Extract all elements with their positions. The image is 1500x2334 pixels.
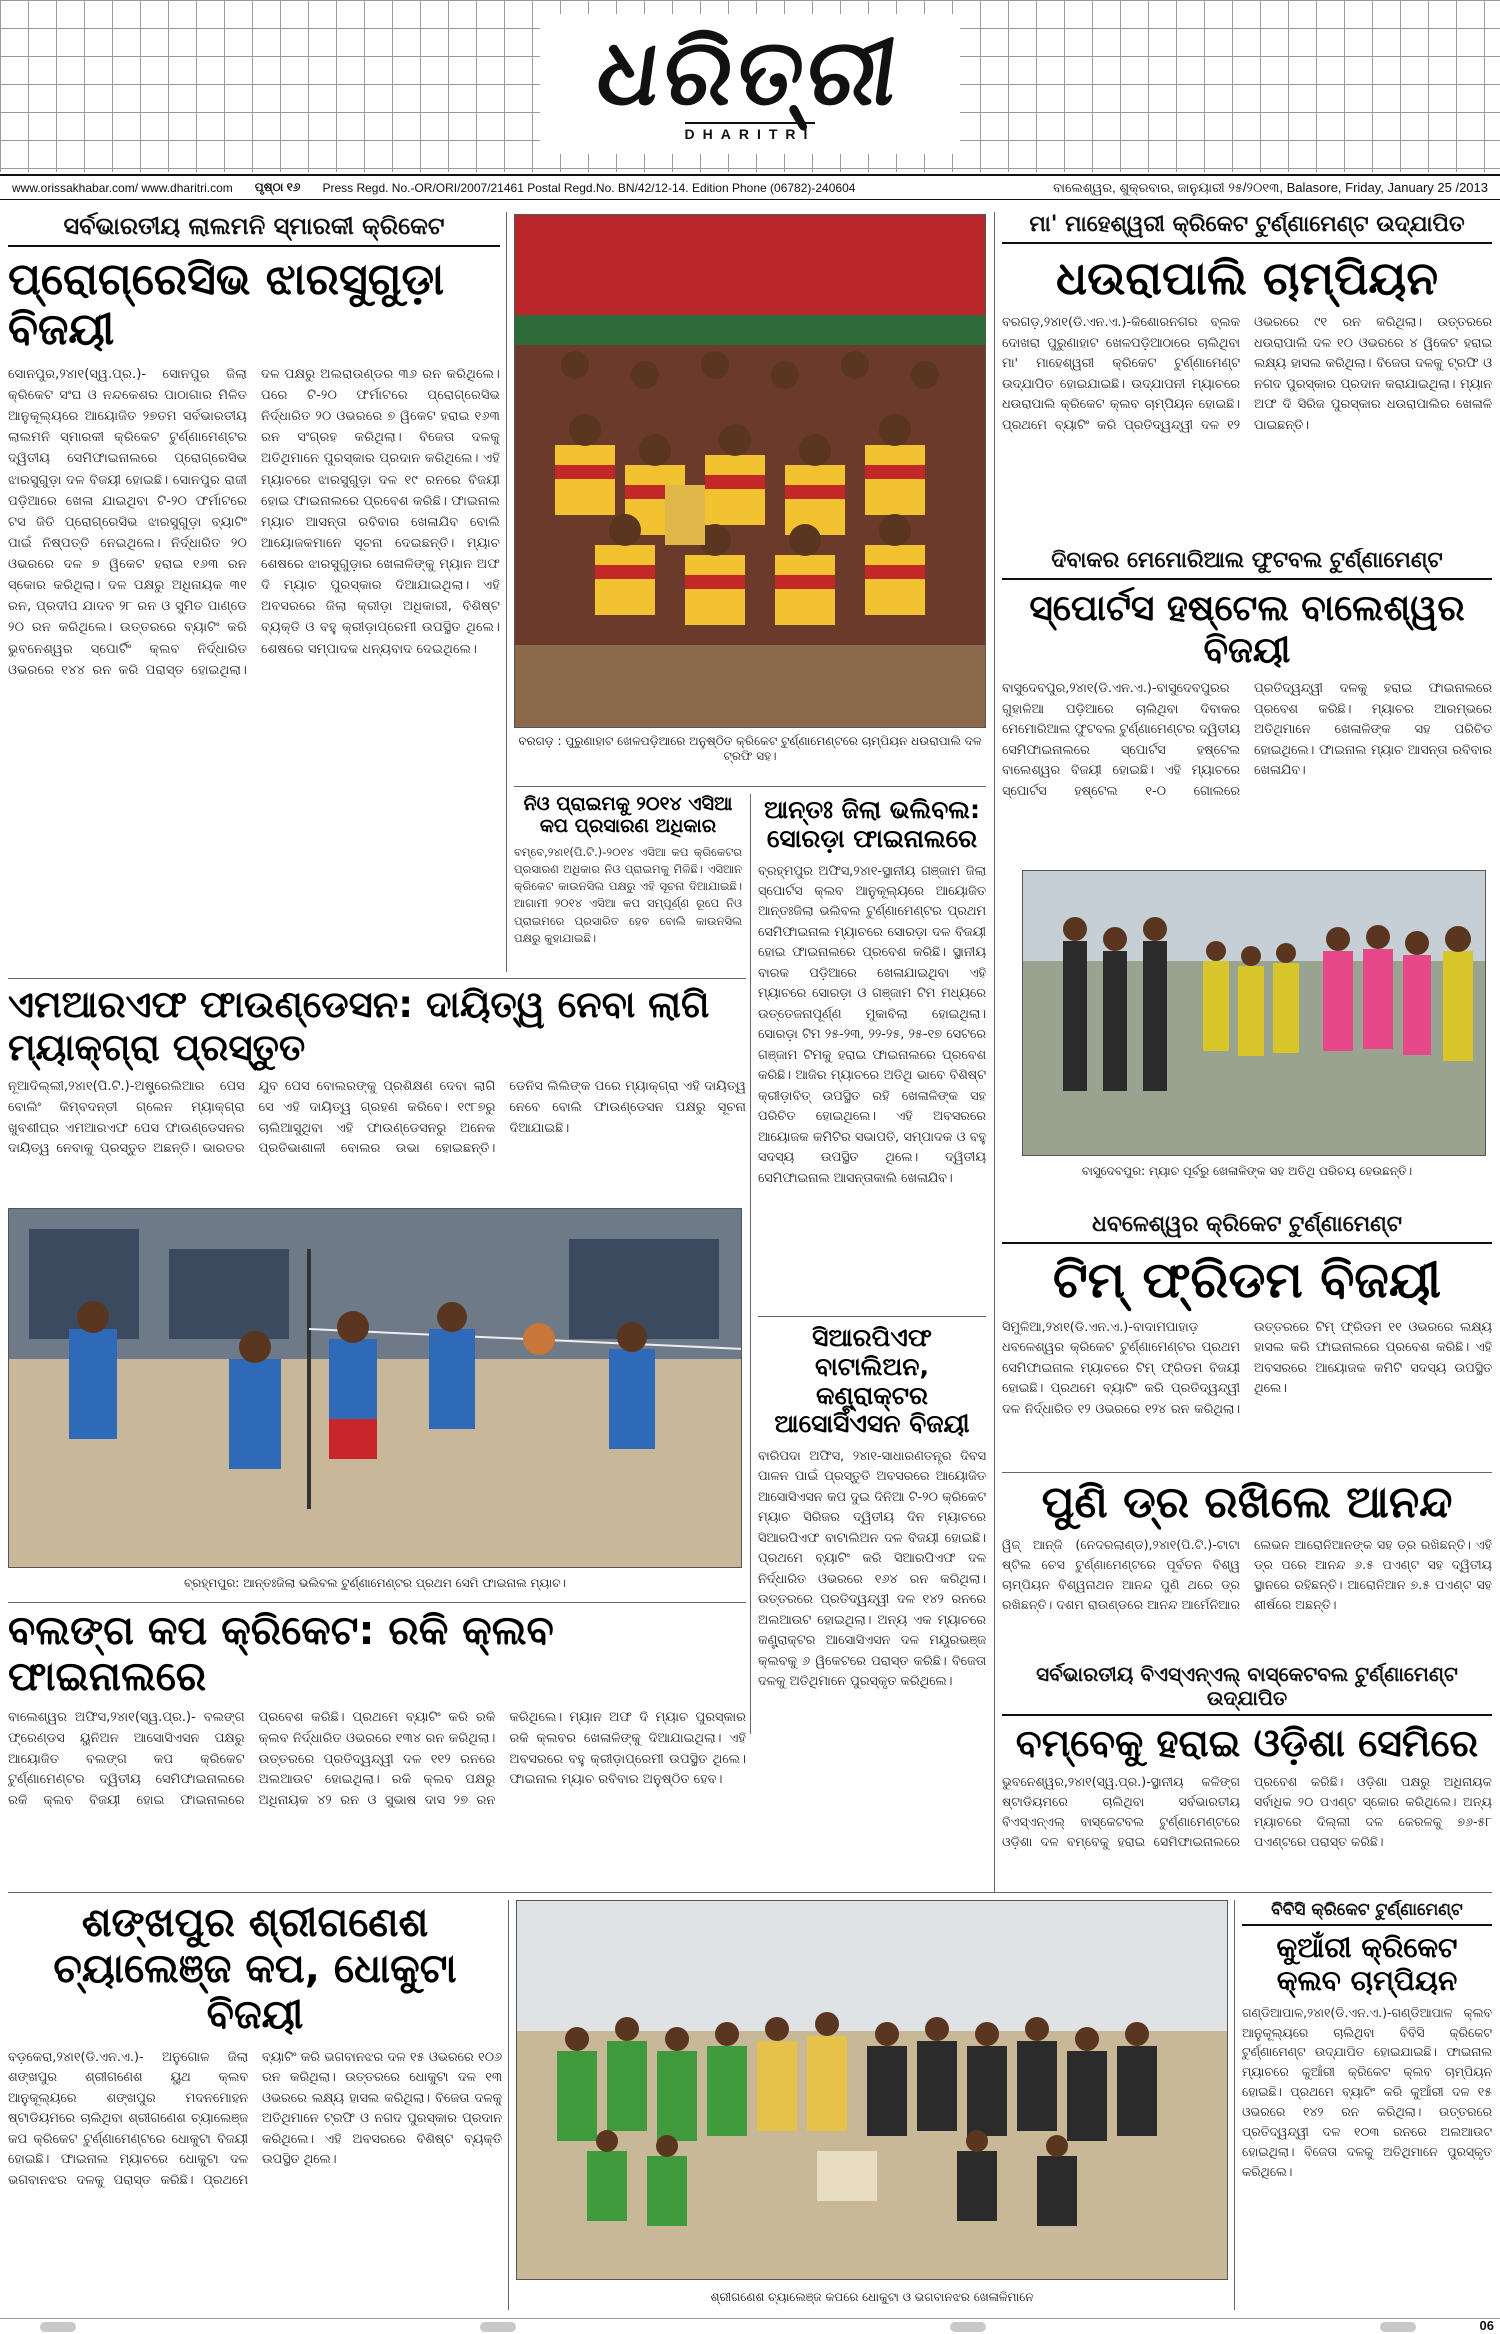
article-anand [1002,1478,1492,1656]
photo-caption: ବରଗଡ଼ : ପୁରୁଣାହାଟ ଖେଳପଡ଼ିଆରେ ଅନୁଷ୍ଠିତ କ୍ରିକେଟ ଟୁର୍ଣ୍ଣାମେଣ୍ଟରେ ଚାମ୍ପିୟନ ଧଉରାପାଲି ଦଳ ଟ୍ରଫି ସହ। [518,734,982,763]
logo-text: ଧରିତ୍ରୀ [590,18,910,126]
football-illustration [1023,871,1486,1156]
column-rule [508,1900,509,2310]
photo-volleyball [8,1208,742,1568]
volleyball-illustration [9,1209,742,1568]
article-body: ସୋନପୁର,୨୪ା୧(ସ୍ୱ.ପ୍ର.)- ସୋନପୁର ଜିଲା କ୍ରିକେଟ ସଂଘ ଓ ନନ୍ଦକେଶର ପାଠାଗାର ମିଳିତ ଆନୁକୂଲ୍ୟରେ ଆୟୋଜିତ ୨୭ତମ ସର୍ବଭାରତୀୟ ଲାଲମନି ସ୍ମାରକୀ କ୍ରିକେଟ ଟୁର୍ଣ୍ଣାମେଣ୍ଟର ଦ୍ୱିତୀୟ ସେମିଫାଇନାଲରେ ପ୍ରୋଗ୍ରେସିଭ ଝାରସୁଗୁଡ଼ା ଦଳ ବିଜୟୀ ହୋଇଛି। ସୋନପୁର ରାଜୀ ପଡ଼ିଆରେ ଖେଳା ଯାଇଥିବା ଟି-୨୦ ଫର୍ମାଟରେ ଟସ ଜିତି ପ୍ରୋଗ୍ରେସିଭ ଝାରସୁଗୁଡ଼ା ବ୍ୟାଟିଂ ପାଇଁ ନିଷ୍ପତ୍ତି ନେଇଥିଲେ। ନିର୍ଦ୍ଧାରିତ ୨୦ ଓଭରରେ ଦଳ ୭ ୱିକେଟ ହରାଇ ୧୬୩ ରନ ସ୍କୋର କରିଥିଲା। ଦଳ ପକ୍ଷରୁ ଅଧିନାୟକ ୩୧ ରନ, ପ୍ରଦୀପ ଯାଦବ ୨୮ ରନ ଓ ସୁମିତ ପାଣ୍ଡେ ୨୦ ରନ କରିଥିଲେ। ଉତ୍ତରରେ ବ୍ୟାଟିଂ କରି ଭୁବନେଶ୍ୱର ସ୍ପୋର୍ଟିଂ କ୍ଲବ ନିର୍ଦ୍ଧାରିତ ଓଭରରେ ୧୪୪ ରନ କରି ପରାସ୍ତ ହୋଇଥିଲା। ଦଳ ପକ୍ଷରୁ ଅଲରାଉଣ୍ଡର ୩୬ ରନ କରିଥିଲେ। ପରେ ଟି-୨୦ ଫର୍ମାଟରେ ପ୍ରୋଗ୍ରେସିଭ ନିର୍ଦ୍ଧାରିତ ୨୦ ଓଭରରେ ୭ ୱିକେଟ ହରାଇ ୧୬୩ ରନ ସଂଗ୍ରହ କରିଥିଲା। ବିଜେତା ଦଳକୁ ଅତିଥିମାନେ ପୁରସ୍କାର ପ୍ରଦାନ କରିଥିଲେ। ଏହି ମ୍ୟାଚରେ ଝାରସୁଗୁଡ଼ା ଦଳ ୧୯ ରନରେ ବିଜୟୀ ହୋଇ ଫାଇନାଲରେ ପ୍ରବେଶ କରିଛି। ଫାଇନାଲ ମ୍ୟାଚ ଆସନ୍ତା ରବିବାର ଖେଳାଯିବ ବୋଲି ଆୟୋଜକମାନେ ସୂଚନା ଦେଇଛନ୍ତି। ମ୍ୟାଚ ଶେଷରେ ଝାରସୁଗୁଡ଼ାର ଖେଳାଳିଙ୍କୁ ମ୍ୟାନ ଅଫ ଦି ମ୍ୟାଚ ପୁରସ୍କାର ଦିଆଯାଇଥିଲା। ଏହି ଅବସରରେ ଜିଲା କ୍ରୀଡ଼ା ଅଧିକାରୀ, ବିଶିଷ୍ଟ ବ୍ୟକ୍ତି ଓ ବହୁ କ୍ରୀଡ଼ାପ୍ରେମୀ ଉପସ୍ଥିତ ଥିଲେ। ଶେଷରେ ସମ୍ପାଦକ ଧନ୍ୟବାଦ ଦେଇଥିଲେ। [8,366,500,678]
masthead [0,0,1500,172]
article-body: ଗଣ୍ଡିଆପାଳ,୨୪ା୧(ଡି.ଏନ.ଏ.)-ଗଣ୍ଡିଆପାଳ କ୍ଲବ ଆନୁକୂଲ୍ୟରେ ଚାଲିଥିବା ବିବିସି କ୍ରିକେଟ ଟୁର୍ଣ୍ଣାମେଣ୍ଟ ଉଦ୍‌ଯାପିତ ହୋଇଯାଇଛି। ଫାଇନାଲ ମ୍ୟାଚରେ କୁଆଁରୀ କ୍ରିକେଟ କ୍ଲବ ଚାମ୍ପିୟନ ହୋଇଛି। ପ୍ରଥମେ ବ୍ୟାଟିଂ କରି କୁଆଁରୀ ଦଳ ୧୫ ଓଭରରେ ୧୪୨ ରନ କରିଥିଲା। ଉତ୍ତରରେ ପ୍ରତିଦ୍ୱନ୍ଦ୍ୱୀ ଦଳ ୧୦୩ ରନରେ ଅଲଆଉଟ ହୋଇଥିଲା। ବିଜେତା ଦଳକୁ ଅତିଥିମାନେ ପୁରସ୍କୃତ କରିଥିଲେ। [1242,2004,1492,2179]
headline: ଧଉରାପାଲି ଚାମ୍ପିୟନ [1055,251,1439,306]
article-body: ବାରିପଦା ଅଫିସ, ୨୪ା୧-ସାଧାରଣତନ୍ତ୍ର ଦିବସ ପାଳନ ପାଇଁ ପ୍ରସ୍ତୁତି ଅବସରରେ ଆୟୋଜିତ ଆସୋସିଏସନ କପ ଦୁଇ ଦିନିଆ ଟି-୨୦ କ୍ରିକେଟ ମ୍ୟାଚ ସିରିଜର ଦ୍ୱିତୀୟ ଦିନ ମ୍ୟାଚରେ ସିଆରପିଏଫ ବାଟାଲିଅନ ଦଳ ବିଜୟୀ ହୋଇଛି। ପ୍ରଥମେ ବ୍ୟାଟିଂ କରି ସିଆରପିଏଫ ଦଳ ନିର୍ଦ୍ଧାରିତ ଓଭରରେ ୧୬୪ ରନ କରିଥିଲା। ଉତ୍ତରରେ ପ୍ରତିଦ୍ୱନ୍ଦ୍ୱୀ ଦଳ ୧୪୨ ରନରେ ଅଲଆଉଟ ହୋଇଥିଲା। ଅନ୍ୟ ଏକ ମ୍ୟାଚରେ କଣ୍ଟ୍ରାକ୍ଟର ଆସୋସିଏସନ ଦଳ ମୟୂରଭଞ୍ଜ କ୍ଲବକୁ ୬ ୱିକେଟରେ ପରାସ୍ତ କରିଛି। ବିଜେତା ଦଳକୁ ଅତିଥିମାନେ ପୁରସ୍କୃତ କରିଥିଲେ। [758,1449,986,1690]
website-links[interactable]: www.orissakhabar.com/ www.dharitri.com [12,180,233,195]
article-body: ବ୍ରହ୍ମପୁର ଅଫିସ,୨୪ା୧-ସ୍ଥାନୀୟ ଗଞ୍ଜାମ ଜିଲା ସ୍ପୋର୍ଟସ କ୍ଲବ ଆନୁକୂଲ୍ୟରେ ଆୟୋଜିତ ଆନ୍ତଃଜିଲା ଭଲିବଲ ଟୁର୍ଣ୍ଣାମେଣ୍ଟର ପ୍ରଥମ ସେମିଫାଇନାଲ ମ୍ୟାଚରେ ସୋରଡ଼ା ଦଳ ବିଜୟୀ ହୋଇ ଫାଇନାଲରେ ପ୍ରବେଶ କରିଛି। ସ୍ଥାନୀୟ ବାରକ ପଡ଼ିଆରେ ଖେଳାଯାଇଥିବା ଏହି ମ୍ୟାଚରେ ସୋରଡ଼ା ଓ ଗଞ୍ଜାମ ଟିମ ମଧ୍ୟରେ ଉତ୍ତେଜନାପୂର୍ଣ୍ଣ ମୁକାବିଲା ହୋଇଥିଲା। ସୋରଡ଼ା ଟିମ ୨୫-୨୩, ୨୨-୨୫, ୨୫-୧୭ ସେଟରେ ଗଞ୍ଜାମ ଟିମକୁ ହରାଇ ଫାଇନାଲରେ ପ୍ରବେଶ କରିଛି। ଆଜିର ମ୍ୟାଚରେ ଅତିଥି ଭାବେ ବିଶିଷ୍ଟ କ୍ରୀଡ଼ାବିତ୍ ଉପସ୍ଥିତ ରହି ଖେଳାଳିଙ୍କ ସହ ପରିଚିତ ହୋଇଥିଲେ। ଏହି ଅବସରରେ ଆୟୋଜକ କମିଟିର ସଭାପତି, ସମ୍ପାଦକ ଓ ବହୁ ସଦସ୍ୟ ଉପସ୍ଥିତ ଥିଲେ। ଦ୍ୱିତୀୟ ସେମିଫାଇନାଲ ଆସନ୍ତାକାଲି ଖେଳାଯିବ। [758,863,986,1186]
section-rule [514,786,986,787]
article-body: ବମ୍ବେ,୨୪ା୧(ପି.ଟି.)-୨୦୧୪ ଏସିଆ କପ କ୍ରିକେଟର ପ୍ରସାରଣ ଅଧିକାର ନିଓ ପ୍ରାଇମକୁ ମିଳିଛି। ଏସିଆନ କ୍ରିକେଟ କାଉନସିଲ ପକ୍ଷରୁ ଏହି ସୂଚନା ଦିଆଯାଇଛି। ଆଗାମୀ ୨୦୧୪ ଏସିଆ କପ ସମ୍ପୂର୍ଣ୍ଣ ରୂପେ ନିଓ ପ୍ରାଇମରେ ପ୍ରସାରିତ ହେବ ବୋଲି କାଉନସିଲ ପକ୍ଷରୁ କୁହାଯାଇଛି। [514,844,742,945]
page-label: ପୃଷ୍ଠା ୧୬ [254,180,301,194]
newspaper-logo [540,14,960,154]
headline: ବମ୍ବେକୁ ହରାଇ ଓଡ଼ିଶା ସେମିରେ [1015,1721,1479,1765]
article-body: ବଡ଼କେରା,୨୪ା୧(ଡି.ଏନ.ଏ.)- ଅନୁଗୋଳ ଜିଲା ଶଙ୍ଖପୁର ଶ୍ରୀଗଣେଶ ୟୁଥ କ୍ଲବ ଆନୁକୂଲ୍ୟରେ ଶଙ୍ଖପୁର ମଦନମୋହନ ଷ୍ଟାଡିୟମରେ ଚାଲିଥିବା ଶ୍ରୀଗଣେଶ ଚ୍ୟାଲେଞ୍ଜ କପ କ୍ରିକେଟ ଟୁର୍ଣ୍ଣାମେଣ୍ଟରେ ଧୋକୁଟା ବିଜୟୀ ହୋଇଛି। ଫାଇନାଲ ମ୍ୟାଚରେ ଧୋକୁଟା ଦଳ ଭଗବାନଝର ଦଳକୁ ପରାସ୍ତ କରିଛି। ପ୍ରଥମେ ବ୍ୟାଟିଂ କରି ଭଗବାନଝର ଦଳ ୧୫ ଓଭରରେ ୧୦୬ ରନ କରିଥିଲା। ଉତ୍ତରରେ ଧୋକୁଟା ଦଳ ୧୩ ଓଭରରେ ଲକ୍ଷ୍ୟ ହାସଲ କରିଥିଲା। ବିଜେତା ଦଳକୁ ଅତିଥିମାନେ ଟ୍ରଫି ଓ ନଗଦ ପୁରସ୍କାର ପ୍ରଦାନ କରିଥିଲେ। ଏହି ଅବସରରେ ବିଶିଷ୍ଟ ବ୍ୟକ୍ତି ଉପସ୍ଥିତ ଥିଲେ। [8,2050,502,2188]
article-neo-prime [514,794,742,970]
column-rule [750,794,751,1734]
headline: ଆନ୍ତଃ ଜିଲା ଭଲିବଲ: ସୋରଡ଼ା ଫାଇନାଲରେ [763,796,981,853]
logo-latin: DHARITRI [685,122,816,142]
headline: ଟିମ୍ ଫ୍ରିଡମ ବିଜୟୀ [1052,1251,1441,1310]
article-body: ବାଲେଶ୍ୱର ଅଫିସ,୨୪ା୧(ସ୍ୱ.ପ୍ର.)- ବଲଙ୍ଗ ଫ୍ରେଣ୍ଡସ ୟୁନିଅନ ଆସୋସିଏସନ ପକ୍ଷରୁ ଆୟୋଜିତ ବଲଙ୍ଗ କପ କ୍ରିକେଟ ଟୁର୍ଣ୍ଣାମେଣ୍ଟର ଦ୍ୱିତୀୟ ସେମିଫାଇନାଲରେ ରକି କ୍ଲବ ବିଜୟୀ ହୋଇ ଫାଇନାଲରେ ପ୍ରବେଶ କରିଛି। ପ୍ରଥମେ ବ୍ୟାଟିଂ କରି ରକି କ୍ଲବ ନିର୍ଦ୍ଧାରିତ ଓଭରରେ ୧୩୪ ରନ କରିଥିଲା। ଉତ୍ତରରେ ପ୍ରତିଦ୍ୱନ୍ଦ୍ୱୀ ଦଳ ୧୧୨ ରନରେ ଅଲଆଉଟ ହୋଇଥିଲା। ରକି କ୍ଲବ ପକ୍ଷରୁ ଅଧିନାୟକ ୪୨ ରନ ଓ ସୁଭାଷ ଦାସ ୨୭ ରନ କରିଥିଲେ। ମ୍ୟାନ ଅଫ ଦି ମ୍ୟାଚ ପୁରସ୍କାର ରକି କ୍ଲବର ଖେଳାଳିଙ୍କୁ ଦିଆଯାଇଥିଲା। ଏହି ଅବସରରେ ବହୁ କ୍ରୀଡ଼ାପ୍ରେମୀ ଉପସ୍ଥିତ ଥିଲେ। ଫାଇନାଲ ମ୍ୟାଚ ରବିବାର ଅନୁଷ୍ଠିତ ହେବ। [8,1710,746,1809]
article-basketball [1002,1662,1492,1888]
team-photo-illustration [517,1901,1228,2280]
kicker: ମା' ମାହେଶ୍ୱରୀ କ୍ରିକେଟ ଟୁର୍ଣ୍ଣାମେଣ୍ଟ ଉଦ୍‌ଯାପିତ [1002,212,1492,244]
photo-caption: ବ୍ରହ୍ମପୁର: ଆନ୍ତଃଜିଲା ଭଲିବଲ ଟୁର୍ଣ୍ଣାମେଣ୍ଟର ପ୍ରଥମ ସେମି ଫାଇନାଲ ମ୍ୟାଚ। [183,1576,566,1590]
photo-champion-team [514,214,986,728]
registration-mark [480,2322,516,2332]
headline: ସ୍ପୋର୍ଟସ ହଷ୍ଟେଲ ବାଲେଶ୍ୱର ବିଜୟୀ [1029,588,1465,671]
article-volleyball [758,796,986,1316]
headline: ସିଆରପିଏଫ ବାଟାଲିଅନ, କଣ୍ଟ୍ରାକ୍ଟର ଆସୋସିଏସନ ବିଜୟୀ [774,1324,970,1439]
article-kuanri [1242,1900,1492,2314]
photo-caption: ଶ୍ରୀଗଣେଶ ଚ୍ୟାଲେଞ୍ଜ କପରେ ଧୋକୁଟା ଓ ଭଗବାନଝର ଖେଳାଳିମାନେ [710,2290,1034,2304]
article-shankhapur [8,1900,502,2314]
registration-mark [1380,2322,1416,2332]
photo-football-intro [1022,870,1486,1156]
kicker: ସର୍ବଭାରତୀୟ ଲାଲମନି ସ୍ମାରକୀ କ୍ରିକେଟ [8,212,500,247]
article-body: ଭୁବନେଶ୍ୱର,୨୪ା୧(ସ୍ୱ.ପ୍ର.)-ସ୍ଥାନୀୟ କଳିଙ୍ଗ ଷ୍ଟାଡିୟମରେ ଚାଲିଥିବା ସର୍ବଭାରତୀୟ ବିଏସ୍ଏନ୍ଏଲ୍ ବାସ୍କେଟବଲ ଟୁର୍ଣ୍ଣାମେଣ୍ଟରେ ଓଡ଼ିଶା ଦଳ ବମ୍ବେକୁ ହରାଇ ସେମିଫାଇନାଲରେ ପ୍ରବେଶ କରିଛି। ଓଡ଼ିଶା ପକ୍ଷରୁ ଅଧିନାୟକ ସର୍ବାଧିକ ୨୦ ପଏଣ୍ଟ ସ୍କୋର କରିଥିଲେ। ଅନ୍ୟ ମ୍ୟାଚରେ ଦିଲ୍ଲୀ ଦଳ କେରଳକୁ ୭୬-୫୮ ପଏଣ୍ଟରେ ପରାସ୍ତ କରିଛି। [1002,1773,1492,1850]
edition-date: ବାଲେଶ୍ୱର, ଶୁକ୍ରବାର, ଜାନୁୟାରୀ ୨୫/୨୦୧୩, Balasore, Friday, January 25 /2013 [1053,179,1488,195]
article-mrf [8,984,746,1202]
team-photo-illustration [515,215,986,728]
registration-mark [950,2322,986,2332]
article-crpf [758,1324,986,1732]
section-rule [8,978,746,979]
headline: କୁଆଁରୀ କ୍ରିକେଟ କ୍ଲବ ଚାମ୍ପିୟନ [1276,1931,1458,1997]
headline: ବଲଙ୍ଗ କପ କ୍ରିକେଟ: ରକି କ୍ଲବ ଫାଇନାଲରେ [8,1608,554,1700]
section-rule [8,1892,1492,1893]
registration-mark [40,2322,76,2332]
section-rule [8,1602,746,1603]
section-rule [758,1316,986,1317]
kicker: ଧବଳେଶ୍ୱର କ୍ରିକେଟ ଟୁର୍ଣ୍ଣାମେଣ୍ଟ [1002,1212,1492,1244]
column-rule [994,212,995,1892]
article-body: ନୂଆଦିଲ୍ଲୀ,୨୪ା୧(ପି.ଟି.)-ଅଷ୍ଟ୍ରେଲିଆର ପେସ ବୋଲିଂ କିମ୍ବଦନ୍ତୀ ଗ୍ଲେନ ମ୍ୟାକ୍‌ଗ୍ରା ଖୁବଶୀଘ୍ର ଏମଆରଏଫ ପେସ ଫାଉଣ୍ଡେସନର ଦାୟିତ୍ୱ ନେବାକୁ ପ୍ରସ୍ତୁତ ଅଛନ୍ତି। ଭାରତର ଯୁବ ପେସ ବୋଲରଙ୍କୁ ପ୍ରଶିକ୍ଷଣ ଦେବା ଲାଗି ସେ ଏହି ଦାୟିତ୍ୱ ଗ୍ରହଣ କରିବେ। ୧୯୮୭ରୁ ଚାଲିଆସୁଥିବା ଏହି ଫାଉଣ୍ଡେସନରୁ ଅନେକ ପ୍ରତିଭାଶାଳୀ ବୋଲର ଉଭା ହୋଇଛନ୍ତି। ଡେନିସ ଲିଲିଙ୍କ ପରେ ମ୍ୟାକ୍‌ଗ୍ରା ଏହି ଦାୟିତ୍ୱ ନେବେ ବୋଲି ଫାଉଣ୍ଡେସନ ପକ୍ଷରୁ ସୂଚନା ଦିଆଯାଇଛି। [8,1079,746,1157]
info-bar [0,174,1500,200]
article-sports-hostel [1002,548,1492,862]
article-body: ୱିଜ୍ ଆନ୍‌ଜି (ନେଦରଲାଣ୍ଡ),୨୪ା୧(ପି.ଟି.)-ଟାଟା ଷ୍ଟିଲ ଚେସ ଟୁର୍ଣ୍ଣାମେଣ୍ଟରେ ପୂର୍ବତନ ବିଶ୍ୱ ଚାମ୍ପିୟନ ବିଶ୍ୱନାଥନ ଆନନ୍ଦ ପୁଣି ଥରେ ଡ୍ର ରଖିଛନ୍ତି। ଦଶମ ରାଉଣ୍ଡରେ ଆନନ୍ଦ ଆର୍ମେନିଆର ଲେଭନ ଆରୋନିଆନଙ୍କ ସହ ଡ୍ର ରଖିଛନ୍ତି। ଏହି ଡ୍ର ପରେ ଆନନ୍ଦ ୬.୫ ପଏଣ୍ଟ ସହ ଦ୍ୱିତୀୟ ସ୍ଥାନରେ ରହିଛନ୍ତି। ଆରୋନିଆନ ୭.୫ ପଏଣ୍ଟ ସହ ଶୀର୍ଷରେ ଅଛନ୍ତି। [1002,1536,1492,1613]
page-number: 06 [1479,2318,1494,2333]
headline: ଶଙ୍ଖପୁର ଶ୍ରୀଗଣେଶ ଚ୍ୟାଲେଞ୍ଜ କପ, ଧୋକୁଟା ବିଜୟୀ [53,1900,457,2038]
column-rule [1234,1900,1235,2310]
headline: ଏମଆରଏଫ ଫାଉଣ୍ଡେସନ: ଦାୟିତ୍ୱ ନେବା ଲାଗି ମ୍ୟାକ୍‌ଗ୍ରା ପ୍ରସ୍ତୁତ [8,984,710,1069]
kicker: ବିବିସି କ୍ରିକେଟ ଟୁର୍ଣ୍ଣାମେଣ୍ଟ [1242,1900,1492,1926]
press-registration: Press Regd. No.-OR/ORI/2007/21461 Postal Regd.No. BN/42/12-14. Edition Phone (06782)-240604 [322,180,856,195]
article-balanga-cup [8,1608,746,1886]
headline: ନିଓ ପ୍ରାଇମକୁ ୨୦୧୪ ଏସିଆ କପ ପ୍ରସାରଣ ଅଧିକାର [523,794,733,837]
footer-strip [0,2318,1500,2334]
column-rule [506,212,507,972]
photo-caption: ବାସୁଦେବପୁର: ମ୍ୟାଚ ପୂର୍ବରୁ ଖେଳାଳିଙ୍କ ସହ ଅତିଥି ପରିଚୟ ହେଉଛନ୍ତି। [1081,1164,1413,1178]
kicker: ସର୍ବଭାରତୀୟ ବିଏସ୍ଏନ୍ଏଲ୍ ବାସ୍କେଟବଲ ଟୁର୍ଣ୍ଣାମେଣ୍ଟ ଉଦ୍‌ଯାପିତ [1002,1662,1492,1716]
kicker: ଦିବାକର ମେମୋରିଆଲ ଫୁଟବଲ ଟୁର୍ଣ୍ଣାମେଣ୍ଟ [1002,548,1492,580]
article-dhaurapali [1002,212,1492,542]
photo-dhokuta-team [516,1900,1228,2280]
article-progressive [8,212,500,972]
article-body: ସିମୁଳିଆ,୨୪ା୧(ଡି.ଏନ.ଏ.)-ବାଦାମପାହାଡ଼ ଧବଳେଶ୍ୱର କ୍ରିକେଟ ଟୁର୍ଣ୍ଣାମେଣ୍ଟର ପ୍ରଥମ ସେମିଫାଇନାଲ ମ୍ୟାଚରେ ଟିମ୍ ଫ୍ରିଡମ ବିଜୟୀ ହୋଇଛି। ପ୍ରଥମେ ବ୍ୟାଟିଂ କରି ପ୍ରତିଦ୍ୱନ୍ଦ୍ୱୀ ଦଳ ନିର୍ଦ୍ଧାରିତ ୧୨ ଓଭରରେ ୧୨୪ ରନ କରିଥିଲା। ଉତ୍ତରରେ ଟିମ୍ ଫ୍ରିଡମ ୧୧ ଓଭରରେ ଲକ୍ଷ୍ୟ ହାସଲ କରି ଫାଇନାଲରେ ପ୍ରବେଶ କରିଛି। ଏହି ଅବସରରେ ଆୟୋଜକ କମିଟି ସଦସ୍ୟ ଉପସ୍ଥିତ ଥିଲେ। [1002,1319,1492,1417]
section-rule [1002,1472,1492,1473]
headline: ପ୍ରୋଗ୍ରେସିଭ ଝାରସୁଗୁଡ଼ା ବିଜୟୀ [8,253,445,356]
headline: ପୁଣି ଡ୍ର ରଖିଲେ ଆନନ୍ଦ [1041,1478,1453,1528]
article-team-freedom [1002,1212,1492,1470]
article-body: ବାସୁଦେବପୁର,୨୪ା୧(ଡି.ଏନ.ଏ.)-ବାସୁଦେବପୁରର ଗୁହାଳିଆ ପଡ଼ିଆରେ ଚାଲିଥିବା ଦିବାକର ମେମୋରିଆଲ ଫୁଟବଲ ଟୁର୍ଣ୍ଣାମେଣ୍ଟର ଦ୍ୱିତୀୟ ସେମିଫାଇନାଲରେ ସ୍ପୋର୍ଟସ ହଷ୍ଟେଲ ବାଲେଶ୍ୱର ବିଜୟୀ ହୋଇଛି। ଏହି ମ୍ୟାଚରେ ସ୍ପୋର୍ଟସ ହଷ୍ଟେଲ ୧-୦ ଗୋଲରେ ପ୍ରତିଦ୍ୱନ୍ଦ୍ୱୀ ଦଳକୁ ହରାଇ ଫାଇନାଲରେ ପ୍ରବେଶ କରିଛି। ମ୍ୟାଚର ଆରମ୍ଭରେ ଅତିଥିମାନେ ଖେଳାଳିଙ୍କ ସହ ପରିଚିତ ହୋଇଥିଲେ। ଫାଇନାଲ ମ୍ୟାଚ ଆସନ୍ତା ରବିବାର ଖେଳାଯିବ। [1002,681,1492,799]
article-body: ବରଗଡ଼,୨୪ା୧(ଡି.ଏନ.ଏ.)-କିଶୋରନଗର ବ୍ଲକ ଦୋଖରା ପୁରୁଣାହାଟ ଖେଳପଡ଼ିଆଠାରେ ଚାଲିଥିବା ମା' ମାହେଶ୍ୱରୀ କ୍ରିକେଟ ଟୁର୍ଣ୍ଣାମେଣ୍ଟ ଉଦ୍‌ଯାପିତ ହୋଇଯାଇଛି। ଉଦ୍‌ଯାପନୀ ମ୍ୟାଚରେ ଧଉରାପାଲି କ୍ରିକେଟ କ୍ଲବ ଚାମ୍ପିୟନ ହୋଇଛି। ପ୍ରଥମେ ବ୍ୟାଟିଂ କରି ପ୍ରତିଦ୍ୱନ୍ଦ୍ୱୀ ଦଳ ୧୨ ଓଭରରେ ୯୧ ରନ କରିଥିଲା। ଉତ୍ତରରେ ଧଉରାପାଲି ଦଳ ୧୦ ଓଭରରେ ୪ ୱିକେଟ ହରାଇ ଲକ୍ଷ୍ୟ ହାସଲ କରିଥିଲା। ବିଜେତା ଦଳକୁ ଟ୍ରଫି ଓ ନଗଦ ପୁରସ୍କାର ପ୍ରଦାନ କରାଯାଇଥିଲା। ମ୍ୟାନ ଅଫ ଦି ସିରିଜ ପୁରସ୍କାର ଧଉରାପାଲିର ଖେଳାଳି ପାଇଛନ୍ତି। [1002,315,1492,433]
